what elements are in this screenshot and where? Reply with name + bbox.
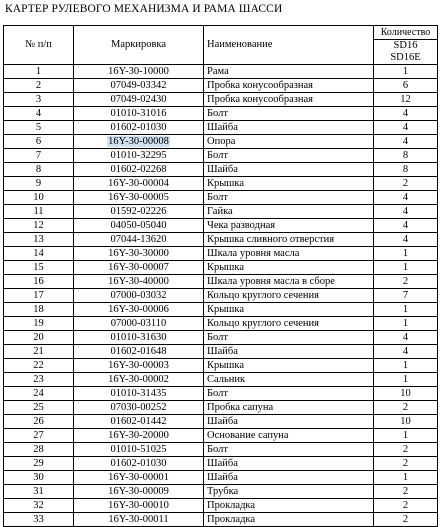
cell-name: Крышка	[204, 261, 374, 275]
cell-marking: 16Y-30-00010	[74, 499, 204, 513]
cell-number: 23	[4, 373, 74, 387]
cell-quantity: 12	[374, 93, 438, 107]
cell-quantity: 4	[374, 135, 438, 149]
table-row	[4, 79, 438, 93]
cell-name: Крышка	[204, 359, 374, 373]
cell-name: Шкала уровня масла в сборе	[204, 275, 374, 289]
cell-name: Прокладка	[204, 499, 374, 513]
cell-name: Крышка сливного отверстия	[204, 233, 374, 247]
cell-marking: 07030-00252	[74, 401, 204, 415]
table-row	[4, 135, 438, 149]
cell-marking: 16Y-30-40000	[74, 275, 204, 289]
cell-marking: 01592-02226	[74, 205, 204, 219]
table-row	[4, 317, 438, 331]
cell-name: Болт	[204, 191, 374, 205]
cell-number: 21	[4, 345, 74, 359]
cell-marking: 16Y-30-30000	[74, 247, 204, 261]
cell-number: 17	[4, 289, 74, 303]
table-row	[4, 219, 438, 233]
cell-marking: 16Y-30-10000	[74, 65, 204, 79]
cell-name: Кольцо круглого сечения	[204, 289, 374, 303]
cell-name: Опора	[204, 135, 374, 149]
cell-number: 25	[4, 401, 74, 415]
cell-name: Болт	[204, 107, 374, 121]
table-row	[4, 359, 438, 373]
cell-quantity: 10	[374, 387, 438, 401]
cell-number: 4	[4, 107, 74, 121]
cell-marking: 07049-02430	[74, 93, 204, 107]
cell-name: Рама	[204, 65, 374, 79]
cell-quantity: 1	[374, 303, 438, 317]
cell-number: 22	[4, 359, 74, 373]
cell-name: Шайба	[204, 471, 374, 485]
table-body	[4, 65, 438, 527]
header-name: Наименование	[204, 26, 374, 65]
cell-quantity: 2	[374, 457, 438, 471]
cell-quantity: 4	[374, 191, 438, 205]
cell-number: 1	[4, 65, 74, 79]
cell-quantity: 4	[374, 107, 438, 121]
table-row	[4, 289, 438, 303]
cell-marking: 01010-32295	[74, 149, 204, 163]
cell-number: 19	[4, 317, 74, 331]
cell-quantity: 1	[374, 429, 438, 443]
cell-marking: 01010-31016	[74, 107, 204, 121]
table-row	[4, 429, 438, 443]
cell-marking: 16Y-30-00007	[74, 261, 204, 275]
cell-marking: 16Y-30-00009	[74, 485, 204, 499]
cell-number: 12	[4, 219, 74, 233]
table-row	[4, 65, 438, 79]
model-sd16: SD16	[393, 40, 418, 51]
table-row	[4, 457, 438, 471]
cell-name: Трубка	[204, 485, 374, 499]
cell-quantity: 4	[374, 205, 438, 219]
header-quantity: Количество	[374, 26, 438, 40]
cell-quantity: 2	[374, 513, 438, 527]
cell-number: 33	[4, 513, 74, 527]
cell-number: 11	[4, 205, 74, 219]
table-row	[4, 149, 438, 163]
parts-table	[3, 25, 438, 527]
cell-quantity: 4	[374, 121, 438, 135]
cell-number: 6	[4, 135, 74, 149]
cell-name: Шкала уровня масла	[204, 247, 374, 261]
table-row	[4, 499, 438, 513]
cell-quantity: 1	[374, 373, 438, 387]
cell-number: 16	[4, 275, 74, 289]
cell-quantity: 2	[374, 275, 438, 289]
cell-quantity: 1	[374, 359, 438, 373]
cell-number: 29	[4, 457, 74, 471]
cell-name: Шайба	[204, 121, 374, 135]
table-row	[4, 107, 438, 121]
table-row	[4, 261, 438, 275]
cell-number: 10	[4, 191, 74, 205]
cell-quantity: 4	[374, 331, 438, 345]
table-row	[4, 205, 438, 219]
cell-name: Сальник	[204, 373, 374, 387]
cell-number: 31	[4, 485, 74, 499]
cell-marking: 04050-05040	[74, 219, 204, 233]
cell-quantity: 4	[374, 233, 438, 247]
cell-quantity: 4	[374, 345, 438, 359]
model-sd16e: SD16E	[390, 52, 421, 63]
cell-marking: 01010-51025	[74, 443, 204, 457]
cell-quantity: 1	[374, 471, 438, 485]
cell-quantity: 2	[374, 177, 438, 191]
cell-number: 3	[4, 93, 74, 107]
cell-number: 7	[4, 149, 74, 163]
cell-marking: 07000-03110	[74, 317, 204, 331]
cell-name: Болт	[204, 331, 374, 345]
table-row	[4, 247, 438, 261]
cell-marking: 01602-01648	[74, 345, 204, 359]
cell-name: Крышка	[204, 303, 374, 317]
table-row	[4, 373, 438, 387]
cell-name: Шайба	[204, 163, 374, 177]
cell-number: 14	[4, 247, 74, 261]
cell-number: 20	[4, 331, 74, 345]
cell-name: Шайба	[204, 345, 374, 359]
cell-name: Шайба	[204, 457, 374, 471]
cell-name: Болт	[204, 149, 374, 163]
cell-marking: 16Y-30-00005	[74, 191, 204, 205]
cell-marking: 16Y-30-20000	[74, 429, 204, 443]
cell-number: 13	[4, 233, 74, 247]
table-row	[4, 345, 438, 359]
cell-number: 15	[4, 261, 74, 275]
cell-quantity: 1	[374, 65, 438, 79]
table-row	[4, 331, 438, 345]
table-row	[4, 471, 438, 485]
cell-name: Основание сапуна	[204, 429, 374, 443]
cell-name: Пробка конусообразная	[204, 79, 374, 93]
cell-quantity: 7	[374, 289, 438, 303]
cell-name: Крышка	[204, 177, 374, 191]
cell-number: 5	[4, 121, 74, 135]
cell-number: 30	[4, 471, 74, 485]
cell-name: Пробка сапуна	[204, 401, 374, 415]
cell-quantity: 1	[374, 247, 438, 261]
cell-number: 26	[4, 415, 74, 429]
table-row	[4, 163, 438, 177]
cell-quantity: 2	[374, 443, 438, 457]
table-row	[4, 177, 438, 191]
cell-marking: 01602-01442	[74, 415, 204, 429]
cell-marking	[74, 135, 204, 149]
cell-number: 28	[4, 443, 74, 457]
table-row	[4, 93, 438, 107]
cell-quantity: 2	[374, 401, 438, 415]
cell-marking: 01010-31435	[74, 387, 204, 401]
cell-number: 18	[4, 303, 74, 317]
cell-number: 27	[4, 429, 74, 443]
cell-name: Прокладка	[204, 513, 374, 527]
table-row	[4, 415, 438, 429]
table-row	[4, 191, 438, 205]
cell-marking: 01602-01030	[74, 121, 204, 135]
cell-number: 2	[4, 79, 74, 93]
cell-name: Гайка	[204, 205, 374, 219]
cell-quantity: 8	[374, 163, 438, 177]
table-header	[4, 26, 438, 65]
cell-marking: 01010-31630	[74, 331, 204, 345]
table-row	[4, 233, 438, 247]
cell-marking: 07000-03032	[74, 289, 204, 303]
table-row	[4, 275, 438, 289]
table-row	[4, 513, 438, 527]
table-row	[4, 443, 438, 457]
header-models	[374, 40, 438, 65]
cell-quantity: 1	[374, 317, 438, 331]
table-row	[4, 387, 438, 401]
cell-number: 9	[4, 177, 74, 191]
table-row	[4, 121, 438, 135]
cell-marking: 01602-01030	[74, 457, 204, 471]
cell-quantity: 2	[374, 485, 438, 499]
table-row	[4, 401, 438, 415]
cell-number: 8	[4, 163, 74, 177]
cell-quantity: 2	[374, 499, 438, 513]
cell-marking: 16Y-30-00002	[74, 373, 204, 387]
cell-quantity: 4	[374, 219, 438, 233]
cell-name: Пробка конусообразная	[204, 93, 374, 107]
cell-marking: 07044-13620	[74, 233, 204, 247]
cell-marking: 16Y-30-00003	[74, 359, 204, 373]
cell-marking: 16Y-30-00006	[74, 303, 204, 317]
cell-name: Болт	[204, 387, 374, 401]
cell-number: 24	[4, 387, 74, 401]
cell-marking: 16Y-30-00004	[74, 177, 204, 191]
cell-marking: 16Y-30-00001	[74, 471, 204, 485]
document-title: КАРТЕР РУЛЕВОГО МЕХАНИЗМА И РАМА ШАССИ	[5, 3, 283, 15]
cell-quantity: 6	[374, 79, 438, 93]
selected-text[interactable]: 16Y-30-00008	[108, 135, 169, 147]
cell-marking: 01602-02268	[74, 163, 204, 177]
cell-name: Чека разводная	[204, 219, 374, 233]
header-number: № п/п	[4, 26, 74, 65]
cell-quantity: 8	[374, 149, 438, 163]
cell-marking: 07049-03342	[74, 79, 204, 93]
cell-number: 32	[4, 499, 74, 513]
cell-name: Кольцо круглого сечения	[204, 317, 374, 331]
cell-marking: 16Y-30-00011	[74, 513, 204, 527]
table-row	[4, 485, 438, 499]
cell-name: Шайба	[204, 415, 374, 429]
header-marking: Маркировка	[74, 26, 204, 65]
cell-quantity: 10	[374, 415, 438, 429]
cell-quantity: 1	[374, 261, 438, 275]
cell-name: Болт	[204, 443, 374, 457]
table-row	[4, 303, 438, 317]
